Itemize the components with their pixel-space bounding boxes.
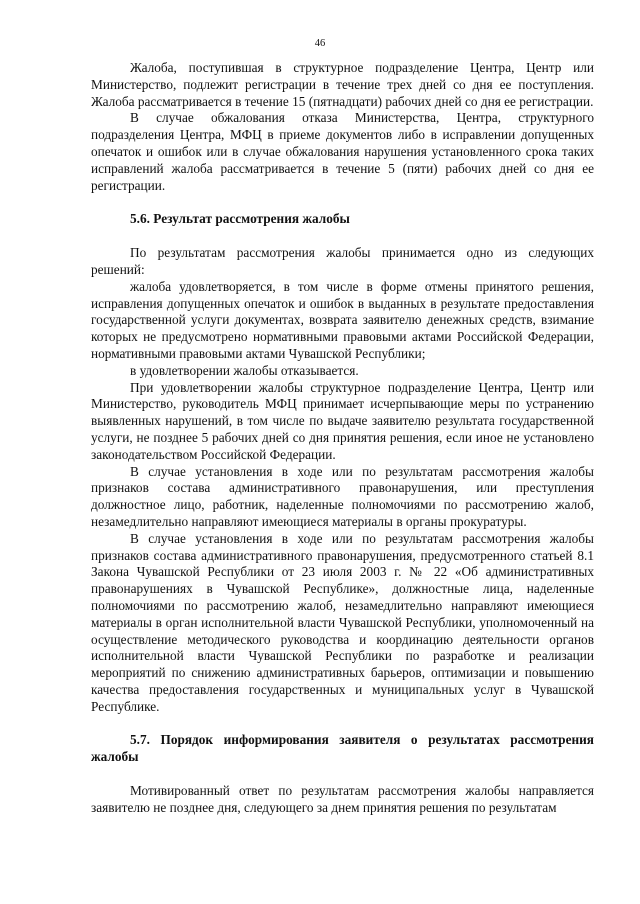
section-heading-5-6: 5.6. Результат рассмотрения жалобы: [130, 211, 350, 227]
paragraph-appeal-refusal: В случае обжалования отказа Министерства, Центра, структурного подразделения Центра, МФЦ в приеме документов либо в исправлении допущенных опечаток и ошибок или в случае обжалования нарушения установленного срока таких исправлений жалоба рассматривается в течение 5 (пяти) рабочих дней со дня ее регистрации.: [91, 110, 594, 193]
paragraph-remedy-measures: При удовлетворении жалобы структурное подразделение Центра, Центр или Министерство, руководитель МФЦ принимает исчерпывающие меры по устранению выявленных нарушений, в том числе по выдаче заявителю результата государственной услуги, не позднее 5 рабочих дней со дня принятия решения, если иное не установлено законодательством Российской Федерации.: [91, 379, 594, 462]
paragraph-administrative-referral: В случае установления в ходе или по результатам рассмотрения жалобы признаков состава административного правонарушения, предусмотренного статьей 8.1 Закона Чувашской Республики от 23 июля 2003 г. № 22 «Об административных правонарушениях в Чувашской Республике», должностные лица, наделенные полномочиями по рассмотрению жалоб, незамедлительно направляют имеющиеся материалы в орган исполнительной власти Чувашской Республики, уполномоченный на осуществление методического руководства и координацию деятельности органов исполнительной власти Чувашской Республики по разработке и реализации мероприятий по снижению административных барьеров, оптимизации и повышению качества предоставления государственных и муниципальных услуг в Чувашской Республике.: [91, 530, 594, 714]
paragraph-complaint-rejected: в удовлетворении жалобы отказывается.: [130, 362, 359, 378]
document-body: [91, 60, 594, 817]
paragraph-complaint-satisfied: жалоба удовлетворяется, в том числе в форме отмены принятого решения, исправления допущенных опечаток и ошибок в выданных в результате предоставления государственной услуги документах, возврата заявителю денежных средств, взимание которых не предусмотрено нормативными правовыми актами Российской Федерации, нормативными правовыми актами Чувашской Республики;: [91, 278, 594, 361]
page-number: 46: [314, 38, 326, 49]
paragraph-prosecutor-referral: В случае установления в ходе или по результатам рассмотрения жалобы признаков состава административного правонарушения, или преступления должностное лицо, работник, наделенные полномочиями по рассмотрению жалоб, незамедлительно направляют имеющиеся материалы в органы прокуратуры.: [91, 463, 594, 529]
section-heading-5-7: 5.7. Порядок информирования заявителя о результатах рассмотрения жалобы: [91, 732, 594, 765]
paragraph-decisions-intro: По результатам рассмотрения жалобы принимается одно из следующих решений:: [91, 245, 594, 277]
paragraph-motivated-response: Мотивированный ответ по результатам рассмотрения жалобы направляется заявителю не позднее дня, следующего за днем принятия решения по результатам: [91, 783, 594, 815]
paragraph-complaint-registration: Жалоба, поступившая в структурное подразделение Центра, Центр или Министерство, подлежит регистрации в течение трех дней со дня ее поступления. Жалоба рассматривается в течение 15 (пятнадцати) рабочих дней со дня ее регистрации.: [91, 60, 594, 109]
